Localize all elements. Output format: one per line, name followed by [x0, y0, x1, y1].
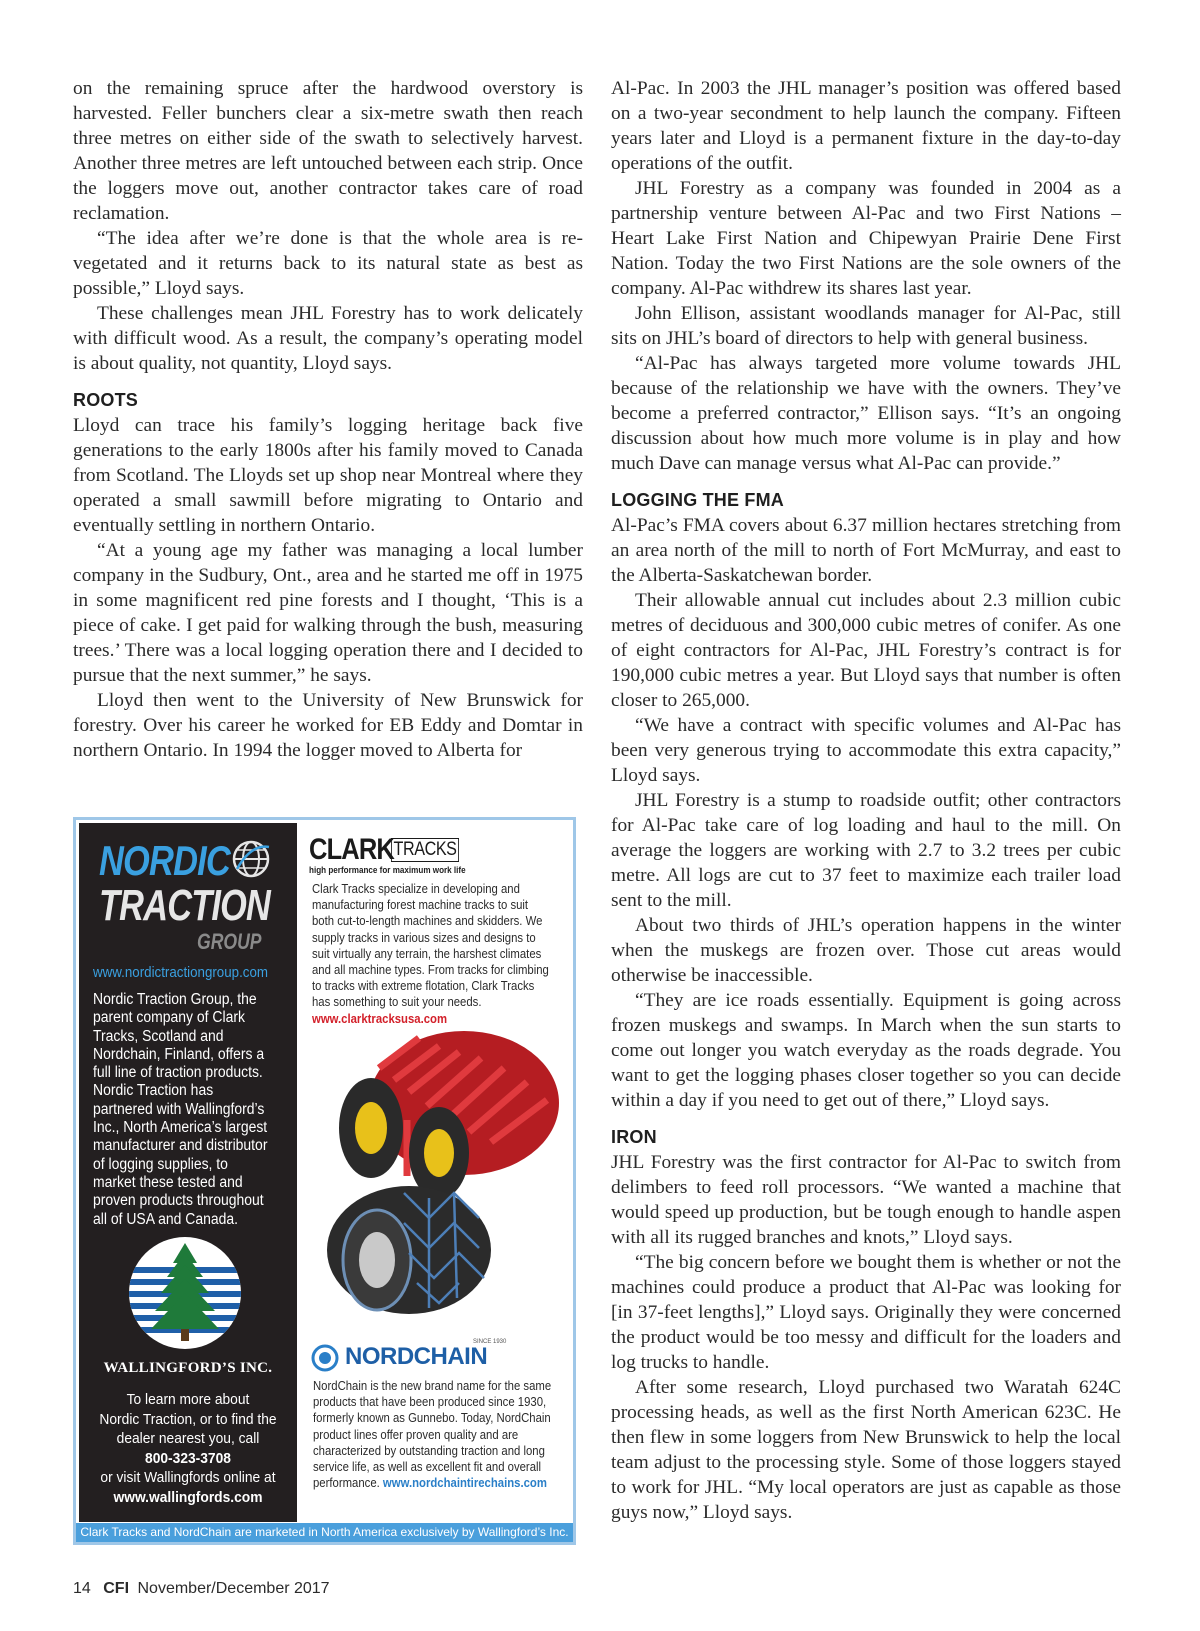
paragraph: “At a young age my father was managing a local lumber company in the Sudbury, Ont., area and he started me off in 1975 in some magnificent red pine forests and I thought, ‘This is a piece of cake. I get paid for walking through the bush, measuring trees.’ There was a local logging operation there and I decided to pursue that the next summer,” he says. — [73, 540, 583, 686]
red-track-icon — [339, 1031, 559, 1199]
logo-nordic-word: NORDIC — [99, 837, 230, 884]
nordchain-url[interactable]: www.nordchaintirechains.com — [382, 1476, 547, 1491]
logo-group-word: GROUP — [197, 929, 262, 954]
page-number: 14 — [73, 1580, 91, 1597]
paragraph: About two thirds of JHL’s operation happens in the winter when the muskegs are frozen over. Those cut areas would otherwise be inaccessible. — [611, 915, 1121, 986]
paragraph: Their allowable annual cut includes about 2.3 million cubic metres of deciduous and 300,000 cubic metres of conifer. As one of eight contractors for Al-Pac, JHL Forestry’s contract is for 190,000 cubic metres a year. But Lloyd says that number is often closer to 265,000. — [611, 590, 1121, 711]
paragraph: “The idea after we’re done is that the whole area is re-vegetated and it returns back to its natural state as best as possible,” Lloyd says. — [73, 228, 583, 299]
clark-tracks-logo — [309, 833, 457, 867]
article-right-column — [611, 76, 1121, 1525]
clark-tracks-url[interactable]: www.clarktracksusa.com — [312, 1011, 448, 1026]
ad-distribution-note: Clark Tracks and NordChain are marketed in North America exclusively by Wallingford’s Inc. — [76, 1523, 573, 1542]
nordchain-since: SINCE 1930 — [473, 1339, 507, 1345]
nordic-traction-url[interactable]: www.nordictractiongroup.com — [93, 965, 268, 981]
paragraph: on the remaining spruce after the hardwood overstory is harvested. Feller bunchers clear a six-metre swath then reach three metres on either side of the swath to selectively harvest. Another three metres are left untouched between each strip. Once the loggers move out, another contractor takes care of road reclamation. — [73, 78, 583, 224]
nordchain-logo — [311, 1339, 507, 1373]
page-footer — [73, 1580, 330, 1598]
paragraph: “They are ice roads essentially. Equipment is going across frozen muskegs and swamps. In March when the sun starts to come out longer you watch everyday as the roads degrade. You want to get the logging phases closer together so you can decide within a day if you need to get out of there,” Lloyd says. — [611, 990, 1121, 1111]
article-left-column — [73, 76, 583, 763]
paragraph: JHL Forestry as a company was founded in 2004 as a partnership venture between Al-Pac and two First Nations – Heart Lake First Nation and Chipewyan Prairie Dene First Nation. Today the two First Nations are the sole owners of the company. Al-Pac withdrew its shares last year. — [611, 178, 1121, 299]
products-panel — [301, 823, 571, 1522]
nordchain-text: NordChain is the new brand name for the same products that have been produced since 1930, formerly known as Gunnebo. Today, NordChain product lines offer proven quality and are characterized by outstanding traction and long service life, as well as excellent fit and overall performance. — [313, 1379, 552, 1491]
paragraph: JHL Forestry is a stump to roadside outfit; other contractors for Al-Pac take care of log loading and haul to the mill. On average the loggers are working with 2.7 to 3.2 trees per cubic metre. All logs are cut to 37 feet to maximize each trailer load sent to the mill. — [611, 790, 1121, 911]
chained-tire-icon — [327, 1186, 491, 1314]
paragraph: Al-Pac’s FMA covers about 6.37 million hectares stretching from an area north of the mill to north of Fort McMurray, and east to the Alberta-Saskatchewan border. — [611, 515, 1121, 586]
pine-tree-icon — [129, 1237, 241, 1349]
nordchain-word: NORDCHAIN — [345, 1343, 488, 1370]
paragraph: “Al-Pac has always targeted more volume towards JHL because of the relationship we have with the owners. They’ve become a preferred contractor,” Ellison says. “It’s an ongoing discussion about how much more volume is in play and how much Dave can manage versus what Al-Pac can provide.” — [611, 353, 1121, 474]
phone-number[interactable]: 800-323-3708 — [145, 1449, 231, 1467]
wallingfords-url[interactable]: www.wallingfords.com — [113, 1488, 263, 1506]
cta-line: dealer nearest you, call — [116, 1430, 260, 1447]
nordic-traction-panel — [79, 823, 297, 1522]
paragraph: Al-Pac. In 2003 the JHL manager’s position was offered based on a two-year secondment to help launch the company. Fifteen years later and Lloyd is a permanent fixture in the day-to-day operations of the outfit. — [611, 78, 1121, 174]
advertisement — [73, 817, 576, 1545]
logo-tracks-word: TRACKS — [391, 838, 459, 862]
clark-tagline: high performance for maximum work life — [309, 865, 466, 875]
wallingfords-name: WALLINGFORD’S INC. — [103, 1360, 273, 1376]
paragraph: Lloyd then went to the University of New Brunswick for forestry. Over his career he worked for EB Eddy and Domtar in northern Ontario. In 1994 the logger moved to Alberta for — [73, 690, 583, 761]
section-heading-logging-the-fma: LOGGING THE FMA — [611, 490, 784, 510]
paragraph: These challenges mean JHL Forestry has to work delicately with difficult wood. As a result, the company’s operating model is about quality, not quantity, Lloyd says. — [73, 303, 583, 374]
logo-traction-word: TRACTION — [99, 881, 271, 930]
clark-text: Clark Tracks specialize in developing and manufacturing forest machine tracks to suit both cut-to-length machines and skidders. We supply tracks in various sizes and designs to suit virtually any terrain, the harshest climates and all machine types. From tracks for climbing to tracks with extreme flotation, Clark Tracks has something to suit your needs. — [312, 882, 549, 1010]
issue-date: November/December 2017 — [137, 1580, 330, 1597]
paragraph: “The big concern before we bought them is whether or not the machines could produce a product that Al-Pac was looking for [in 37-feet lengths],” Lloyd says. Originally they were concerned the product would be too messy and difficult for the loaders and log trucks to handle. — [611, 1252, 1121, 1373]
clark-tracks-description — [312, 881, 553, 1027]
globe-icon — [231, 839, 271, 879]
wallingfords-contact — [88, 1390, 289, 1507]
logo-clark-word: CLARK — [309, 833, 394, 866]
cta-line: or visit Wallingfords online at — [100, 1469, 276, 1486]
cta-line: To learn more about — [126, 1391, 250, 1408]
wallingfords-tree-logo — [129, 1237, 241, 1349]
paragraph: “We have a contract with specific volumes and Al-Pac has been very generous trying to accommodate this extra capacity,” Lloyd says. — [611, 715, 1121, 786]
magazine-name: CFI — [103, 1580, 130, 1597]
tracks-and-chain-illustration — [309, 1028, 564, 1318]
nordchain-description — [313, 1378, 558, 1491]
paragraph: John Ellison, assistant woodlands manager for Al-Pac, still sits on JHL’s board of directors to help with general business. — [611, 303, 1121, 349]
nordic-traction-description: Nordic Traction Group, the parent company of Clark Tracks, Scotland and Nordchain, Finland, offers a full line of traction products. Nordic Traction has partnered with Wallingford’s Inc., North America’s largest manufacturer and distributor of logging supplies, to market these tested and proven products throughout all of USA and Canada. — [93, 991, 268, 1228]
nordchain-circle-icon — [311, 1344, 339, 1372]
cta-line: Nordic Traction, or to find the — [99, 1410, 277, 1428]
section-heading-roots: ROOTS — [73, 390, 139, 410]
section-heading-iron: IRON — [611, 1127, 657, 1147]
paragraph: After some research, Lloyd purchased two Waratah 624C processing heads, as well as the first North American 623C. He then flew in some loggers from New Brunswick to help the local team adjust to the processing style. Some of those loggers stayed to work for JHL. “My local operators are just as capable as those guys now,” Lloyd says. — [611, 1377, 1121, 1523]
nordic-traction-logo — [99, 837, 289, 955]
paragraph: Lloyd can trace his family’s logging heritage back five generations to the early 1800s after his family moved to Canada from Scotland. The Lloyds set up shop near Montreal where they operated a small sawmill before migrating to Ontario and eventually settling in northern Ontario. — [73, 415, 583, 536]
paragraph: JHL Forestry was the first contractor for Al-Pac to switch from delimbers to feed roll processors. “We wanted a machine that would speed up production, but be tough enough to handle aspen with all its rugged branches and knots,” Lloyd says. — [611, 1152, 1121, 1248]
